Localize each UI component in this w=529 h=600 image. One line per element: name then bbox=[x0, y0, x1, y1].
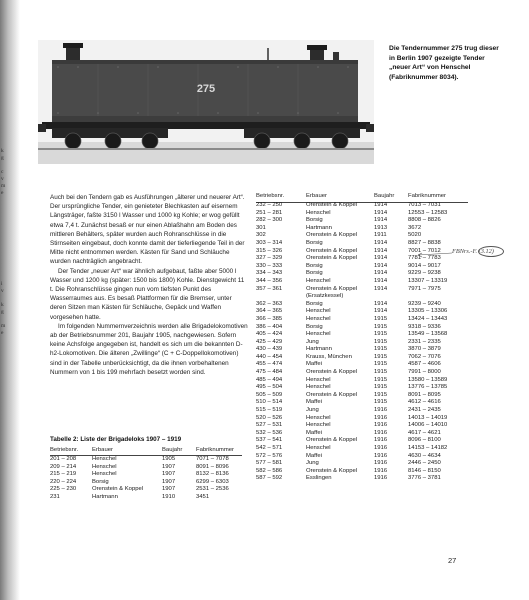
cell-baujahr: 1907 bbox=[162, 478, 176, 485]
cell-erbauer: Orenstein & Koppel bbox=[306, 247, 358, 254]
cell-baujahr: 1914 bbox=[374, 285, 388, 292]
margin-mark: g bbox=[1, 309, 4, 315]
cell-baujahr: 1914 bbox=[374, 217, 388, 224]
cell-erbauer: Henschel bbox=[92, 471, 117, 478]
cell-erbauer: Henschel bbox=[306, 422, 331, 429]
col-header-fabriknummer: Fabriknummer bbox=[408, 193, 446, 199]
cell-fabriknummer: 13305 – 13306 bbox=[408, 308, 448, 315]
cell-erbauer: Borsig bbox=[306, 270, 323, 277]
cell-baujahr: 1914 bbox=[374, 262, 388, 269]
cell-fabriknummer: 13424 – 13443 bbox=[408, 315, 448, 322]
cell-baujahr: 1916 bbox=[374, 475, 388, 482]
margin-mark: v bbox=[1, 176, 4, 182]
cell-erbauer: Borsig bbox=[306, 323, 323, 330]
table-row bbox=[50, 479, 248, 487]
margin-mark bbox=[1, 225, 23, 232]
cell-fabriknummer: 8146 – 8150 bbox=[408, 467, 441, 474]
cell-fabriknummer: 5020 bbox=[408, 232, 422, 239]
margin-mark: m bbox=[1, 323, 6, 329]
cell-fabriknummer: 3451 bbox=[196, 493, 210, 500]
cell-betriebsnr: 542 – 571 bbox=[256, 445, 283, 451]
paragraph: Der Tender „neuer Art“ war ähnlich aufgebaut, faßte aber 5000 l Wasser und 1200 kg (später: 1500 bis 1800) Kohle. Dienstgewicht 11 t. Die Rohranschlüsse gingen nun vom tiefsten Punkt des Wasserraumes aus. Es besaß Plattformen für die Bremser, unter deren Sitzen man Kästen für Schläuche, Gepäck und Waffen vorgesehen hatte. bbox=[50, 267, 245, 321]
handwritten-circle bbox=[478, 246, 504, 257]
table-row bbox=[256, 263, 476, 271]
table-row bbox=[256, 430, 476, 438]
cell-betriebsnr: 587 – 592 bbox=[256, 475, 283, 482]
cell-erbauer: Borsig bbox=[306, 239, 323, 246]
cell-betriebsnr: 440 – 454 bbox=[256, 353, 283, 360]
margin-mark bbox=[1, 204, 23, 211]
cell-baujahr: 1914 bbox=[374, 247, 388, 254]
cell-betriebsnr: 495 – 504 bbox=[256, 384, 283, 391]
cell-baujahr: 1916 bbox=[374, 407, 388, 414]
margin-mark bbox=[1, 295, 23, 302]
cell-erbauer: Jung bbox=[306, 407, 319, 414]
cell-fabriknummer: 13580 – 13589 bbox=[408, 376, 448, 383]
cell-baujahr: 1913 bbox=[374, 224, 388, 231]
cell-baujahr: 1907 bbox=[162, 486, 176, 493]
cell-baujahr: 1914 bbox=[374, 202, 388, 208]
cell-erbauer: Borsig bbox=[306, 217, 323, 224]
table-row bbox=[50, 494, 248, 502]
cell-betriebsnr: 251 – 281 bbox=[256, 209, 283, 216]
cell-baujahr: 1915 bbox=[374, 376, 388, 383]
table-row bbox=[256, 422, 476, 430]
cell-fabriknummer: 2331 – 2335 bbox=[408, 338, 441, 345]
handwritten-arrow bbox=[418, 252, 454, 258]
cell-betriebsnr: 582 – 586 bbox=[256, 467, 283, 474]
table-row bbox=[256, 399, 476, 407]
table2-header bbox=[50, 447, 248, 456]
cell-betriebsnr: 505 – 509 bbox=[256, 391, 283, 398]
cell-betriebsnr: 357 – 361 bbox=[256, 285, 283, 292]
cell-betriebsnr: 364 – 365 bbox=[256, 308, 283, 315]
cell-baujahr: 1914 bbox=[374, 270, 388, 277]
table-row bbox=[256, 225, 476, 233]
cell-erbauer: Borsig bbox=[306, 262, 323, 269]
cell-fabriknummer: 13776 – 13785 bbox=[408, 384, 448, 391]
cell-baujahr: 1911 bbox=[374, 232, 387, 239]
margin-mark: g bbox=[1, 155, 4, 161]
cell-betriebsnr: 209 – 214 bbox=[50, 463, 77, 470]
cell-baujahr: 1915 bbox=[374, 331, 388, 338]
cell-erbauer: Orenstein & Koppel bbox=[306, 255, 358, 262]
table2 bbox=[50, 447, 248, 502]
margin-mark: e bbox=[1, 190, 4, 196]
cell-betriebsnr: 485 – 494 bbox=[256, 376, 283, 383]
margin-mark: c bbox=[1, 169, 4, 175]
table-row bbox=[256, 232, 476, 240]
cell-baujahr: 1915 bbox=[374, 361, 388, 368]
cell-fabriknummer: 7001 – 7012 bbox=[408, 247, 441, 254]
cell-baujahr: 1916 bbox=[374, 414, 388, 421]
cell-baujahr: 1915 bbox=[374, 338, 388, 345]
table-row bbox=[256, 415, 476, 423]
cell-baujahr: 1910 bbox=[162, 493, 176, 500]
cell-baujahr: 1916 bbox=[374, 452, 388, 459]
cell-betriebsnr: 327 – 329 bbox=[256, 255, 283, 262]
cell-baujahr: 1915 bbox=[374, 353, 388, 360]
cell-betriebsnr: 430 – 439 bbox=[256, 346, 283, 353]
cell-fabriknummer: 9014 – 9017 bbox=[408, 262, 441, 269]
table-row bbox=[50, 456, 248, 464]
cell-betriebsnr: 201 – 208 bbox=[50, 456, 77, 462]
margin-mark bbox=[1, 260, 23, 267]
table-row bbox=[256, 308, 476, 316]
handwritten-note: FBNrs.-F. (3.12) bbox=[452, 248, 494, 255]
cell-betriebsnr: 330 – 333 bbox=[256, 262, 283, 269]
cell-fabriknummer: 7991 – 8000 bbox=[408, 369, 441, 376]
cell-baujahr: 1914 bbox=[374, 300, 388, 307]
cell-baujahr: 1907 bbox=[162, 463, 176, 470]
cell-baujahr: 1915 bbox=[374, 399, 388, 406]
table-row bbox=[256, 202, 476, 210]
col-header-betriebsnr: Betriebsnr. bbox=[50, 447, 79, 453]
table-row bbox=[256, 278, 476, 286]
cell-betriebsnr: 215 – 219 bbox=[50, 471, 77, 478]
cell-betriebsnr: 572 – 576 bbox=[256, 452, 283, 459]
cell-baujahr: 1915 bbox=[374, 315, 388, 322]
table-row bbox=[256, 354, 476, 362]
number-list-table bbox=[256, 193, 476, 483]
cell-baujahr: 1916 bbox=[374, 467, 388, 474]
cell-erbauer: Hartmann bbox=[306, 224, 332, 231]
margin-mark bbox=[1, 218, 23, 225]
cell-betriebsnr: 520 – 526 bbox=[256, 414, 283, 421]
cell-betriebsnr: 315 – 326 bbox=[256, 247, 283, 254]
cell-betriebsnr: 527 – 531 bbox=[256, 422, 283, 429]
cell-betriebsnr: 366 – 385 bbox=[256, 315, 283, 322]
table-row bbox=[256, 407, 476, 415]
cell-fabriknummer: 3776 – 3781 bbox=[408, 475, 441, 482]
cell-betriebsnr: 455 – 474 bbox=[256, 361, 283, 368]
table1-header bbox=[256, 193, 476, 202]
margin-mark: e bbox=[1, 330, 4, 336]
photo-caption: Die Tendernummer 275 trug dieser in Berlin 1907 gezeigte Tender „neuer Art“ von Henschel (Fabriknummer 8034). bbox=[389, 45, 499, 81]
margin-mark bbox=[1, 232, 23, 239]
cell-fabriknummer: 2446 – 2450 bbox=[408, 460, 441, 467]
margin-mark bbox=[1, 253, 23, 260]
cell-erbauer: Orenstein & Koppel bbox=[306, 285, 358, 292]
cell-betriebsnr: 537 – 541 bbox=[256, 437, 283, 444]
margin-mark bbox=[1, 316, 23, 323]
cell-betriebsnr: 282 – 300 bbox=[256, 217, 283, 224]
tender-number-plate: 275 bbox=[196, 83, 216, 95]
cell-betriebsnr: 334 – 343 bbox=[256, 270, 283, 277]
margin-mark: v bbox=[1, 288, 4, 294]
page-number: 27 bbox=[448, 556, 457, 565]
cell-erbauer: Orenstein & Koppel bbox=[306, 391, 358, 398]
cell-betriebsnr: 515 – 519 bbox=[256, 407, 283, 414]
tender-photo bbox=[38, 40, 374, 164]
margin-mark bbox=[1, 246, 23, 253]
cell-fabriknummer: 14006 – 14010 bbox=[408, 422, 448, 429]
table-row bbox=[256, 445, 476, 453]
cell-baujahr: 1915 bbox=[374, 391, 388, 398]
cell-erbauer: Henschel bbox=[306, 445, 331, 451]
margin-mark: k bbox=[1, 148, 4, 154]
cell-fabriknummer: 7971 – 7975 bbox=[408, 285, 441, 292]
cell-betriebsnr: 344 – 356 bbox=[256, 277, 283, 284]
cell-fabriknummer: 4612 – 4616 bbox=[408, 399, 441, 406]
table-row bbox=[256, 316, 476, 324]
cell-erbauer: Orenstein & Koppel bbox=[92, 486, 144, 493]
margin-mark bbox=[1, 239, 23, 246]
cell-baujahr: 1916 bbox=[374, 429, 388, 436]
cell-erbauer: Borsig bbox=[92, 478, 109, 485]
cell-erbauer: Jung bbox=[306, 460, 319, 467]
cell-baujahr: 1915 bbox=[374, 369, 388, 376]
table-row bbox=[256, 437, 476, 445]
cell-baujahr: 1914 bbox=[374, 277, 388, 284]
cell-baujahr: 1915 bbox=[374, 323, 388, 330]
table-row bbox=[256, 331, 476, 339]
col-header-betriebsnr: Betriebsnr. bbox=[256, 193, 285, 199]
cell-erbauer: Henschel bbox=[306, 376, 331, 383]
cell-fabriknummer: 2431 – 2435 bbox=[408, 407, 441, 414]
table-row bbox=[256, 392, 476, 400]
cell-fabriknummer: 8827 – 8838 bbox=[408, 239, 441, 246]
cell-fabriknummer: 7781 – 7783 bbox=[408, 255, 441, 262]
cell-erbauer: Esslingen bbox=[306, 475, 332, 482]
cell-erbauer: Hartmann bbox=[92, 493, 118, 500]
cell-fabriknummer: 3672 bbox=[408, 224, 422, 231]
margin-mark bbox=[1, 162, 23, 169]
cell-fabriknummer: 9239 – 9240 bbox=[408, 300, 441, 307]
paragraph: Auch bei den Tendern gab es Ausführungen „älterer und neuerer Art“. Der ursprüngliche Tender, ein genieteter Blechkasten auf eisernem Längsträger, faßte 3150 l Wasser und 1000 kg Kohle; er wog gefüllt etwa 7,4 t. Zunächst besaß er nur einen Ablaßhahn am Boden des mittleren Behälters, später wurden auch Rohranschlüsse in die Stirnseiten eingebaut, doch konnte damit der tieferliegende Teil in der Mitte nicht entnommen werden. Kästen für Sand und Schläuche wurden nachträglich angebracht. bbox=[50, 194, 245, 266]
cell-betriebsnr: 302 bbox=[256, 232, 266, 239]
table-row bbox=[256, 324, 476, 332]
cell-fabriknummer: 13549 – 13568 bbox=[408, 331, 448, 338]
col-header-erbauer: Erbauer bbox=[92, 447, 113, 453]
cell-fabriknummer: 8096 – 8100 bbox=[408, 437, 441, 444]
cell-fabriknummer: 13307 – 13319 bbox=[408, 277, 448, 284]
cell-erbauer: Henschel bbox=[306, 308, 331, 315]
col-header-baujahr: Baujahr bbox=[162, 447, 183, 453]
table-row bbox=[256, 346, 476, 354]
cell-baujahr: 1914 bbox=[374, 308, 388, 315]
cell-baujahr: 1914 bbox=[374, 255, 388, 262]
margin-marks bbox=[1, 148, 23, 337]
cell-betriebsnr: 405 – 424 bbox=[256, 331, 283, 338]
cell-baujahr: 1916 bbox=[374, 445, 388, 451]
cell-fabriknummer: 14013 – 14019 bbox=[408, 414, 448, 421]
cell-betriebsnr: 510 – 514 bbox=[256, 399, 283, 406]
table2-title: Tabelle 2: Liste der Brigadeloks 1907 – 1919 bbox=[50, 436, 182, 443]
table-row bbox=[256, 384, 476, 392]
table-row bbox=[256, 377, 476, 385]
margin-mark bbox=[1, 274, 23, 281]
cell-erbauer: Henschel bbox=[92, 463, 117, 470]
cell-erbauer: Maffei bbox=[306, 452, 322, 459]
cell-erbauer: Henschel bbox=[306, 384, 331, 391]
cell-fabriknummer: 8808 – 8826 bbox=[408, 217, 441, 224]
cell-betriebsnr: 475 – 484 bbox=[256, 369, 283, 376]
cell-fabriknummer: 9229 – 9238 bbox=[408, 270, 441, 277]
table-row bbox=[256, 453, 476, 461]
cell-erbauer: Maffei bbox=[306, 361, 322, 368]
cell-fabriknummer: 12553 – 12583 bbox=[408, 209, 448, 216]
margin-mark bbox=[1, 267, 23, 274]
cell-erbauer: Henschel bbox=[92, 456, 117, 462]
col-header-baujahr: Baujahr bbox=[374, 193, 395, 199]
table-row bbox=[256, 217, 476, 225]
tender-illustration bbox=[38, 40, 374, 164]
cell-erbauer: Krauss, München bbox=[306, 353, 352, 360]
cell-erbauer: Orenstein & Koppel bbox=[306, 202, 358, 208]
cell-baujahr: 1907 bbox=[162, 471, 176, 478]
cell-fabriknummer: 7062 – 7076 bbox=[408, 353, 441, 360]
cell-erbauer: Henschel bbox=[306, 277, 331, 284]
table-row bbox=[256, 293, 476, 301]
cell-betriebsnr: 225 – 230 bbox=[50, 486, 77, 493]
cell-fabriknummer: 8091 – 8096 bbox=[196, 463, 229, 470]
cell-betriebsnr: 577 – 581 bbox=[256, 460, 283, 467]
cell-erbauer: Hartmann bbox=[306, 346, 332, 353]
col-header-erbauer: Erbauer bbox=[306, 193, 327, 199]
table2-body bbox=[50, 456, 248, 502]
cell-baujahr: 1914 bbox=[374, 239, 388, 246]
cell-baujahr: 1915 bbox=[374, 384, 388, 391]
margin-mark: m bbox=[1, 183, 6, 189]
cell-erbauer: Maffei bbox=[306, 429, 322, 436]
cell-baujahr: 1916 bbox=[374, 422, 388, 429]
cell-fabriknummer: 7071 – 7078 bbox=[196, 456, 229, 462]
cell-fabriknummer: 6299 – 6303 bbox=[196, 478, 229, 485]
cell-fabriknummer: 14153 – 14182 bbox=[408, 445, 448, 451]
cell-erbauer: Henschel bbox=[306, 331, 331, 338]
cell-fabriknummer: 2531 – 2536 bbox=[196, 486, 229, 493]
cell-erbauer: Orenstein & Koppel bbox=[306, 467, 358, 474]
cell-erbauer: Henschel bbox=[306, 315, 331, 322]
col-header-fabriknummer: Fabriknummer bbox=[196, 447, 234, 453]
cell-betriebsnr: 301 bbox=[256, 224, 266, 231]
body-text bbox=[50, 193, 248, 377]
cell-betriebsnr: 362 – 363 bbox=[256, 300, 283, 307]
cell-baujahr: 1915 bbox=[374, 346, 388, 353]
cell-baujahr: 1916 bbox=[374, 437, 388, 444]
table-row bbox=[256, 270, 476, 278]
cell-betriebsnr: 231 bbox=[50, 493, 60, 500]
cell-betriebsnr: 303 – 314 bbox=[256, 239, 283, 246]
table-row bbox=[50, 464, 248, 472]
cell-erbauer: Henschel bbox=[306, 209, 331, 216]
table-row bbox=[256, 301, 476, 309]
cell-betriebsnr: 532 – 536 bbox=[256, 429, 283, 436]
cell-baujahr: 1905 bbox=[162, 456, 176, 462]
cell-baujahr: 1916 bbox=[374, 460, 388, 467]
cell-erbauer: Jung bbox=[306, 338, 319, 345]
table-row bbox=[256, 240, 476, 248]
cell-erbauer: Henschel bbox=[306, 414, 331, 421]
table-row bbox=[256, 475, 476, 483]
cell-fabriknummer: 3870 – 3879 bbox=[408, 346, 441, 353]
cell-fabriknummer: 8091 – 8095 bbox=[408, 391, 441, 398]
table-row bbox=[50, 486, 248, 494]
paragraph: Im folgenden Nummernverzeichnis werden alle Brigadelokomotiven ab der Betriebsnummer 201, Baujahr 1905, nachgewiesen. Sofern keine Achsfolge angegeben ist, handelt es sich um die bekannten D-h2-Lokomotiven. Die älteren „Zwillinge“ (C + C-Doppellokomotiven) sind in der Tabelle unberücksichtigt, da die ihnen vorbehaltenen Nummern von 1 bis 199 mehrfach besetzt worden sind. bbox=[50, 322, 248, 376]
cell-betriebsnr: 220 – 224 bbox=[50, 478, 77, 485]
table-row bbox=[256, 210, 476, 218]
margin-mark bbox=[1, 211, 23, 218]
cell-betriebsnr: 425 – 429 bbox=[256, 338, 283, 345]
cell-erbauer: (Ersatzkessel) bbox=[306, 293, 344, 300]
table-row bbox=[256, 339, 476, 347]
table-row bbox=[256, 361, 476, 369]
cell-baujahr: 1914 bbox=[374, 209, 388, 216]
cell-fabriknummer: 4617 – 4621 bbox=[408, 429, 441, 436]
cell-erbauer: Maffei bbox=[306, 399, 322, 406]
margin-mark: i bbox=[1, 281, 3, 287]
cell-fabriknummer: 9318 – 9336 bbox=[408, 323, 441, 330]
cell-betriebsnr: 232 – 250 bbox=[256, 202, 283, 208]
cell-erbauer: Orenstein & Koppel bbox=[306, 437, 358, 444]
table-row bbox=[256, 460, 476, 468]
cell-fabriknummer: 7013 – 7031 bbox=[408, 202, 441, 208]
table-row bbox=[256, 468, 476, 476]
cell-erbauer: Borsig bbox=[306, 300, 323, 307]
cell-erbauer: Orenstein & Koppel bbox=[306, 369, 358, 376]
cell-fabriknummer: 4587 – 4606 bbox=[408, 361, 441, 368]
cell-betriebsnr: 386 – 404 bbox=[256, 323, 283, 330]
table-row bbox=[256, 369, 476, 377]
margin-mark bbox=[1, 197, 23, 204]
cell-erbauer: Orenstein & Koppel bbox=[306, 232, 358, 239]
table-row bbox=[256, 286, 476, 294]
cell-fabriknummer: 8132 – 8136 bbox=[196, 471, 229, 478]
table-row bbox=[50, 471, 248, 479]
table1-body bbox=[256, 202, 476, 483]
cell-fabriknummer: 4630 – 4634 bbox=[408, 452, 441, 459]
margin-mark: k bbox=[1, 302, 4, 308]
